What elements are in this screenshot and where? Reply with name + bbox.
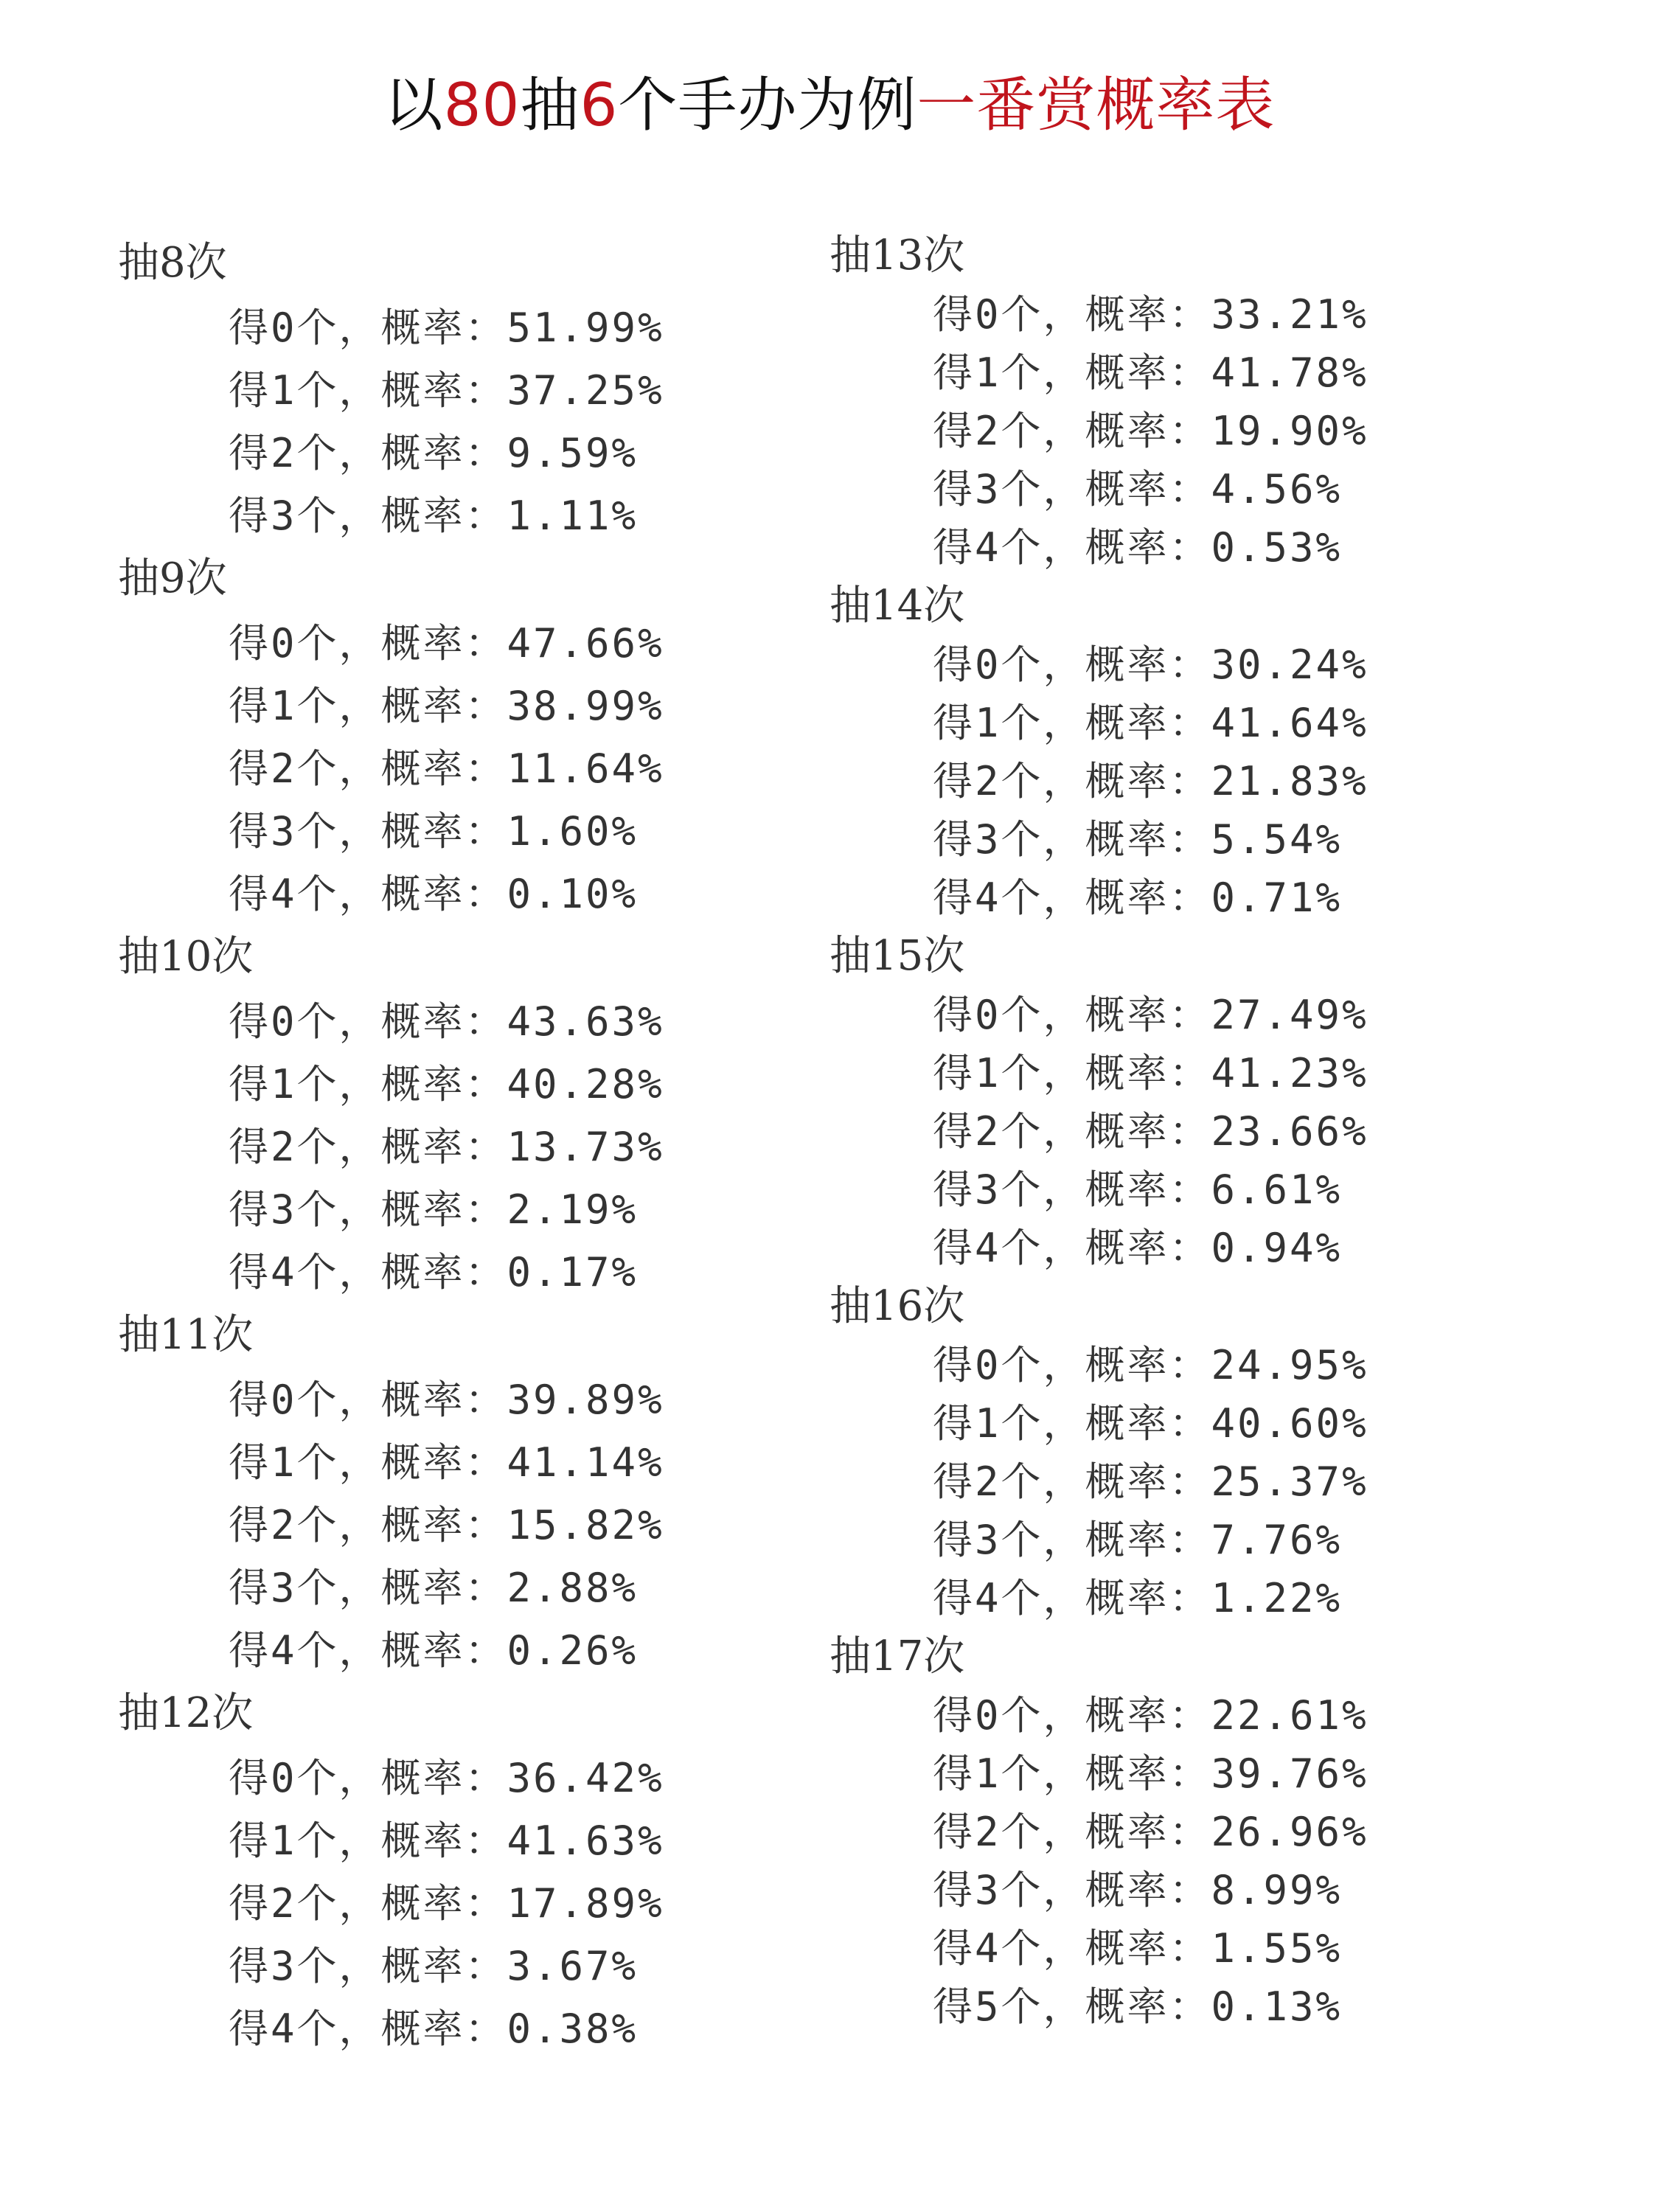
probability-row [229, 1941, 638, 1992]
probability-value: 0.10% [507, 871, 639, 917]
probability-row [229, 996, 664, 1048]
probability-row [933, 990, 1368, 1041]
probability-row [229, 1121, 664, 1173]
probability-row [229, 1374, 664, 1426]
count-label: 得2个，概率： [229, 745, 507, 792]
probability-row [933, 1398, 1368, 1450]
draw-count-heading: 抽11次 [118, 1311, 254, 1359]
count-label: 得0个，概率： [933, 1692, 1211, 1739]
count-label: 得3个，概率： [229, 1565, 507, 1611]
count-label: 得4个，概率： [229, 1627, 507, 1674]
probability-value: 6.61% [1211, 1166, 1343, 1213]
count-label: 得0个，概率： [229, 1377, 507, 1423]
probability-row [933, 406, 1368, 457]
count-label: 得0个，概率： [933, 1342, 1211, 1388]
probability-row [933, 639, 1368, 691]
probability-row [229, 681, 664, 732]
count-label: 得0个，概率： [229, 305, 507, 351]
probability-value: 1.22% [1211, 1575, 1343, 1621]
title-part: 以 [383, 71, 444, 139]
count-label: 得1个，概率： [933, 349, 1211, 396]
probability-row [933, 814, 1342, 866]
probability-row [933, 522, 1342, 574]
title-part-highlight: 一番赏概率表 [917, 71, 1276, 139]
probability-value: 0.71% [1211, 874, 1343, 921]
probability-row [933, 1748, 1368, 1800]
probability-row [933, 1806, 1368, 1858]
probability-row [933, 1456, 1368, 1508]
count-label: 得0个，概率： [229, 998, 507, 1045]
probability-value: 41.63% [507, 1818, 664, 1864]
probability-row [933, 1573, 1342, 1624]
probability-value: 39.76% [1211, 1750, 1368, 1797]
count-label: 得1个，概率： [933, 1400, 1211, 1447]
probability-row [229, 2003, 638, 2055]
count-label: 得2个，概率： [933, 1108, 1211, 1155]
probability-value: 21.83% [1211, 758, 1368, 804]
probability-value: 1.55% [1211, 1925, 1343, 1972]
probability-row [933, 1981, 1342, 2033]
count-label: 得1个，概率： [933, 1050, 1211, 1096]
count-label: 得4个，概率： [933, 874, 1211, 921]
probability-value: 41.78% [1211, 349, 1368, 396]
count-label: 得0个，概率： [933, 992, 1211, 1038]
count-label: 得2个，概率： [229, 430, 507, 476]
count-label: 得2个，概率： [229, 1124, 507, 1170]
probability-row [933, 289, 1368, 341]
draw-count-heading: 抽12次 [118, 1689, 254, 1737]
probability-value: 19.90% [1211, 408, 1368, 454]
count-label: 得3个，概率： [933, 816, 1211, 863]
probability-row [933, 1514, 1342, 1566]
title-part-highlight: 80 [443, 71, 521, 139]
probability-row [229, 365, 664, 417]
count-label: 得4个，概率： [229, 2006, 507, 2052]
probability-value: 51.99% [507, 305, 664, 351]
probability-value: 27.49% [1211, 992, 1368, 1038]
probability-value: 40.28% [507, 1061, 664, 1107]
probability-value: 9.59% [507, 430, 639, 476]
count-label: 得2个，概率： [229, 1502, 507, 1548]
probability-value: 30.24% [1211, 641, 1368, 688]
probability-value: 0.13% [1211, 1983, 1343, 2030]
count-label: 得4个，概率： [933, 524, 1211, 571]
probability-row [229, 1184, 638, 1236]
count-label: 得1个，概率： [229, 367, 507, 414]
draw-count-heading: 抽16次 [830, 1282, 965, 1330]
probability-row [229, 302, 664, 354]
count-label: 得4个，概率： [229, 871, 507, 917]
count-label: 得5个，概率： [933, 1983, 1211, 2030]
probability-value: 0.38% [507, 2006, 639, 2052]
probability-value: 36.42% [507, 1755, 664, 1801]
probability-row [229, 1878, 664, 1930]
probability-value: 3.67% [507, 1943, 639, 1989]
count-label: 得3个，概率： [229, 808, 507, 855]
count-label: 得1个，概率： [933, 1750, 1211, 1797]
probability-value: 23.66% [1211, 1108, 1368, 1155]
count-label: 得3个，概率： [229, 493, 507, 539]
title-part: 抽 [520, 71, 580, 139]
probability-row [933, 464, 1342, 515]
draw-count-heading: 抽14次 [830, 582, 965, 630]
probability-value: 4.56% [1211, 466, 1343, 512]
probability-row [933, 872, 1342, 924]
draw-count-heading: 抽10次 [118, 933, 254, 981]
probability-value: 38.99% [507, 683, 664, 729]
probability-value: 13.73% [507, 1124, 664, 1170]
probability-value: 0.53% [1211, 524, 1343, 571]
count-label: 得1个，概率： [933, 700, 1211, 746]
count-label: 得1个，概率： [229, 683, 507, 729]
probability-row [933, 1164, 1342, 1216]
probability-value: 2.88% [507, 1565, 639, 1611]
probability-value: 0.17% [507, 1249, 639, 1295]
draw-count-heading: 抽17次 [830, 1632, 965, 1680]
probability-value: 43.63% [507, 998, 664, 1045]
probability-value: 1.60% [507, 808, 639, 855]
draw-count-heading: 抽15次 [830, 932, 965, 980]
count-label: 得1个，概率： [229, 1061, 507, 1107]
count-label: 得2个，概率： [933, 1809, 1211, 1855]
count-label: 得3个，概率： [229, 1186, 507, 1233]
probability-row [229, 1437, 664, 1489]
count-label: 得0个，概率： [933, 291, 1211, 338]
probability-row [229, 1059, 664, 1110]
probability-row [229, 428, 638, 479]
count-label: 得0个，概率： [229, 620, 507, 667]
count-label: 得1个，概率： [229, 1439, 507, 1486]
probability-row [229, 1562, 638, 1614]
probability-row [229, 806, 638, 858]
probability-row [933, 756, 1368, 807]
probability-row [933, 1690, 1368, 1742]
probability-value: 1.11% [507, 493, 639, 539]
probability-value: 24.95% [1211, 1342, 1368, 1388]
probability-row [229, 1815, 664, 1867]
probability-row [229, 1247, 638, 1298]
count-label: 得3个，概率： [933, 1517, 1211, 1563]
count-label: 得2个，概率： [933, 758, 1211, 804]
count-label: 得4个，概率： [229, 1249, 507, 1295]
probability-value: 39.89% [507, 1377, 664, 1423]
probability-row [229, 1500, 664, 1551]
probability-value: 33.21% [1211, 291, 1368, 338]
count-label: 得0个，概率： [933, 641, 1211, 688]
count-label: 得2个，概率： [933, 1458, 1211, 1505]
count-label: 得2个，概率： [933, 408, 1211, 454]
probability-row [229, 490, 638, 542]
probability-row [229, 1753, 664, 1804]
count-label: 得3个，概率： [933, 466, 1211, 512]
probability-row [229, 1625, 638, 1677]
probability-value: 22.61% [1211, 1692, 1368, 1739]
probability-value: 8.99% [1211, 1867, 1343, 1913]
probability-value: 25.37% [1211, 1458, 1368, 1505]
draw-count-heading: 抽8次 [118, 239, 227, 287]
probability-value: 47.66% [507, 620, 664, 667]
probability-row [229, 743, 664, 795]
probability-value: 26.96% [1211, 1809, 1368, 1855]
probability-value: 41.14% [507, 1439, 664, 1486]
count-label: 得2个，概率： [229, 1880, 507, 1927]
draw-count-heading: 抽13次 [830, 232, 965, 279]
probability-value: 17.89% [507, 1880, 664, 1927]
probability-row [933, 347, 1368, 399]
probability-value: 7.76% [1211, 1517, 1343, 1563]
probability-row [933, 1340, 1368, 1391]
draw-count-heading: 抽9次 [118, 554, 227, 602]
count-label: 得0个，概率： [229, 1755, 507, 1801]
probability-value: 15.82% [507, 1502, 664, 1548]
probability-row [229, 618, 664, 669]
probability-row [933, 1923, 1342, 1975]
probability-value: 5.54% [1211, 816, 1343, 863]
count-label: 得3个，概率： [933, 1867, 1211, 1913]
count-label: 得4个，概率： [933, 1225, 1211, 1271]
probability-value: 37.25% [507, 367, 664, 414]
probability-value: 2.19% [507, 1186, 639, 1233]
probability-row [933, 1222, 1342, 1274]
probability-row [933, 1048, 1368, 1099]
count-label: 得3个，概率： [933, 1166, 1211, 1213]
title-part: 个手办为例 [618, 71, 917, 139]
probability-row [229, 869, 638, 920]
title-part-highlight: 6 [580, 71, 619, 139]
probability-row [933, 698, 1368, 749]
count-label: 得4个，概率： [933, 1925, 1211, 1972]
probability-value: 0.94% [1211, 1225, 1343, 1271]
probability-row [933, 1106, 1368, 1158]
count-label: 得3个，概率： [229, 1943, 507, 1989]
count-label: 得1个，概率： [229, 1818, 507, 1864]
probability-value: 41.64% [1211, 700, 1368, 746]
count-label: 得4个，概率： [933, 1575, 1211, 1621]
page-title [0, 65, 1659, 146]
probability-value: 40.60% [1211, 1400, 1368, 1447]
probability-value: 41.23% [1211, 1050, 1368, 1096]
probability-value: 0.26% [507, 1627, 639, 1674]
probability-value: 11.64% [507, 745, 664, 792]
probability-row [933, 1865, 1342, 1916]
